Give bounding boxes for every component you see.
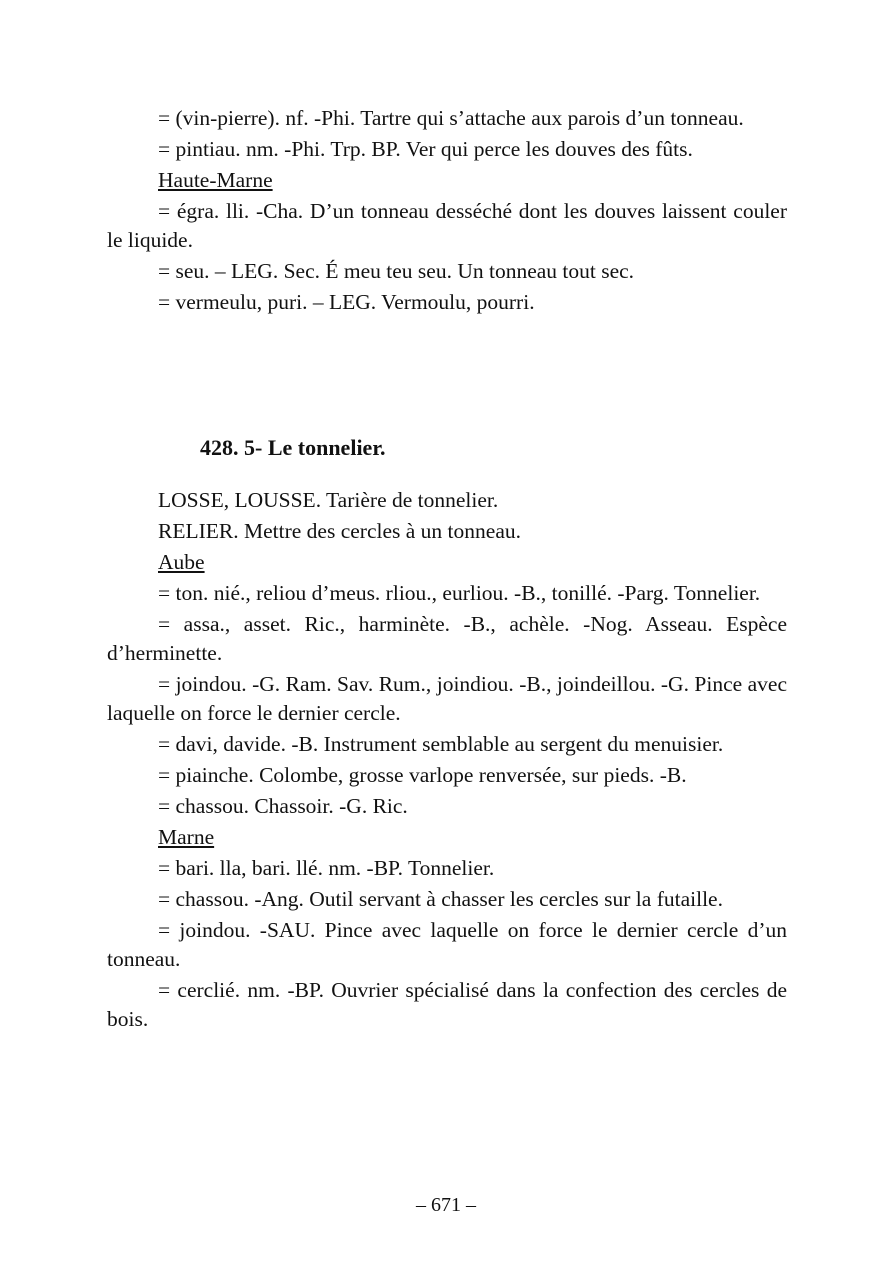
glossary-entry: = ton. nié., reliou d’meus. rliou., eurliou. -B., tonillé. -Parg. Tonnelier. bbox=[158, 581, 761, 605]
section-title: 428. 5- Le tonnelier. bbox=[200, 435, 386, 460]
glossary-entry: = piainche. Colombe, grosse varlope renversée, sur pieds. -B. bbox=[158, 763, 687, 787]
glossary-entry: LOSSE, LOUSSE. Tarière de tonnelier. bbox=[158, 488, 499, 512]
glossary-entry: = pintiau. nm. -Phi. Trp. BP. Ver qui perce les douves des fûts. bbox=[158, 137, 693, 161]
glossary-entry: = joindou. -G. Ram. Sav. Rum., joindiou. -B., joindeillou. -G. Pince avec laquelle on force le dernier cercle. bbox=[107, 672, 787, 725]
page-number: – 671 – bbox=[416, 1194, 476, 1216]
glossary-entry: = vermeulu, puri. – LEG. Vermoulu, pourri. bbox=[158, 290, 535, 314]
glossary-entry: = davi, davide. -B. Instrument semblable au sergent du menuisier. bbox=[158, 732, 724, 756]
region-subheading: Marne bbox=[158, 825, 215, 849]
region-subheading: Haute-Marne bbox=[158, 168, 273, 192]
text-block-upper bbox=[107, 104, 787, 319]
glossary-entry: = chassou. -Ang. Outil servant à chasser les cercles sur la futaille. bbox=[158, 887, 723, 911]
text-block-lower bbox=[107, 486, 787, 1036]
glossary-entry: = joindou. -SAU. Pince avec laquelle on force le dernier cercle d’un tonneau. bbox=[107, 918, 787, 971]
glossary-entry: = assa., asset. Ric., harminète. -B., achèle. -Nog. Asseau. Espèce d’herminette. bbox=[107, 612, 787, 665]
glossary-entry: = chassou. Chassoir. -G. Ric. bbox=[158, 794, 408, 818]
glossary-entry: RELIER. Mettre des cercles à un tonneau. bbox=[158, 519, 521, 543]
glossary-entry: = bari. lla, bari. llé. nm. -BP. Tonnelier. bbox=[158, 856, 495, 880]
glossary-entry: = (vin-pierre). nf. -Phi. Tartre qui s’attache aux parois d’un tonneau. bbox=[158, 106, 744, 130]
region-subheading: Aube bbox=[158, 550, 205, 574]
glossary-entry: = cerclié. nm. -BP. Ouvrier spécialisé dans la confection des cercles de bois. bbox=[107, 978, 787, 1031]
glossary-entry: = égra. lli. -Cha. D’un tonneau desséché dont les douves laissent couler le liquide. bbox=[107, 199, 787, 252]
glossary-entry: = seu. – LEG. Sec. É meu teu seu. Un tonneau tout sec. bbox=[158, 259, 635, 283]
